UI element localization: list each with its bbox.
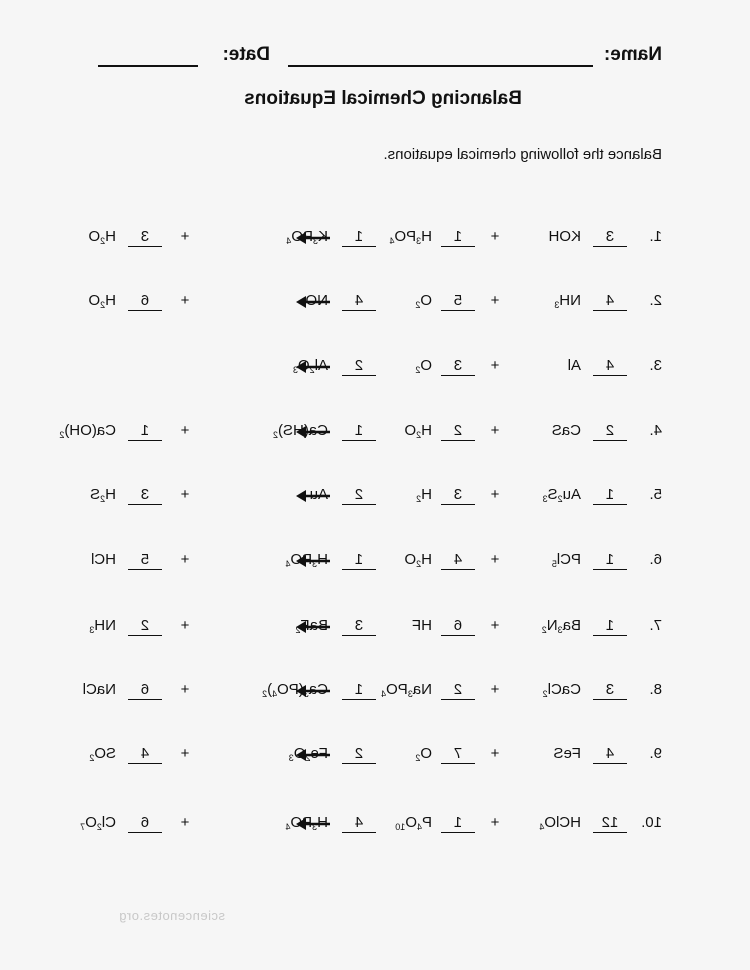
plus-sign: + [490, 422, 500, 439]
plus-sign: + [490, 617, 500, 634]
date-label: Date: [222, 44, 270, 65]
header-row [0, 44, 750, 74]
equation-row [0, 814, 750, 844]
reactant-formula: $O_2$ [415, 745, 432, 763]
reactant-formula: $P_4O_{10}$ [395, 814, 432, 832]
coefficient-blank[interactable]: 1 [441, 814, 475, 833]
equation-row [0, 228, 750, 258]
product-formula: $Ca_3(PO_4)_2$ [262, 681, 328, 699]
plus-sign: + [180, 745, 190, 762]
equation-number: 4. [649, 422, 662, 439]
coefficient-blank[interactable]: 4 [342, 814, 376, 833]
coefficient-blank[interactable]: 4 [593, 357, 627, 376]
date-field[interactable] [98, 65, 198, 67]
product-formula: $Al_2O_3$ [292, 357, 328, 375]
equation-number: 2. [649, 292, 662, 309]
reactant-formula: FeS [553, 745, 581, 762]
equation-row [0, 681, 750, 711]
coefficient-blank[interactable]: 2 [441, 422, 475, 441]
equation-row [0, 292, 750, 322]
plus-sign: + [180, 486, 190, 503]
equation-number: 5. [649, 486, 662, 503]
product-formula: $H_3PO_4$ [285, 814, 328, 832]
coefficient-blank[interactable]: 12 [593, 814, 627, 833]
coefficient-blank[interactable]: 6 [128, 681, 162, 700]
plus-sign: + [490, 814, 500, 831]
product-formula: HCl [91, 551, 116, 568]
equation-number: 6. [649, 551, 662, 568]
coefficient-blank[interactable]: 7 [441, 745, 475, 764]
product-formula: $Cl_2O_7$ [80, 814, 116, 832]
equation-row [0, 745, 750, 775]
reactant-formula: $H_2O$ [404, 551, 432, 569]
coefficient-blank[interactable]: 1 [593, 486, 627, 505]
coefficient-blank[interactable]: 6 [441, 617, 475, 636]
equation-number: 7. [649, 617, 662, 634]
coefficient-blank[interactable]: 4 [441, 551, 475, 570]
coefficient-blank[interactable]: 5 [441, 292, 475, 311]
coefficient-blank[interactable]: 1 [342, 681, 376, 700]
coefficient-blank[interactable]: 4 [593, 292, 627, 311]
reactant-formula: $H_2O$ [404, 422, 432, 440]
plus-sign: + [180, 228, 190, 245]
coefficient-blank[interactable]: 2 [441, 681, 475, 700]
product-formula: $SO_2$ [89, 745, 116, 763]
coefficient-blank[interactable]: 4 [342, 292, 376, 311]
coefficient-blank[interactable]: 1 [441, 228, 475, 247]
plus-sign: + [490, 357, 500, 374]
reactant-formula: KOH [548, 228, 581, 245]
plus-sign: + [180, 551, 190, 568]
product-formula: $H_2S$ [90, 486, 116, 504]
coefficient-blank[interactable]: 3 [128, 486, 162, 505]
product-formula: NaCl [82, 681, 116, 698]
product-formula: $H_3PO_4$ [285, 551, 328, 569]
plus-sign: + [490, 551, 500, 568]
coefficient-blank[interactable]: 2 [593, 422, 627, 441]
equation-row [0, 422, 750, 452]
equation-number: 10. [641, 814, 662, 831]
coefficient-blank[interactable]: 2 [342, 486, 376, 505]
reactant-formula: $Ba_3N_2$ [541, 617, 581, 635]
coefficient-blank[interactable]: 1 [128, 422, 162, 441]
product-formula: NO [305, 292, 328, 309]
coefficient-blank[interactable]: 6 [128, 814, 162, 833]
plus-sign: + [180, 617, 190, 634]
plus-sign: + [490, 745, 500, 762]
product-formula: $NH_3$ [89, 617, 116, 635]
name-label: Name: [603, 44, 662, 65]
equation-row [0, 617, 750, 647]
reactant-formula: Al [567, 357, 581, 374]
coefficient-blank[interactable]: 3 [441, 486, 475, 505]
reactant-formula: CaCl$_2$ [542, 681, 581, 699]
reactant-formula: HClO$_4$ [539, 814, 581, 832]
product-formula: $H_2O$ [88, 292, 116, 310]
equation-row [0, 357, 750, 387]
plus-sign: + [180, 814, 190, 831]
coefficient-blank[interactable]: 2 [342, 745, 376, 764]
name-field[interactable] [288, 65, 593, 67]
reactant-formula: $O_2$ [415, 292, 432, 310]
coefficient-blank[interactable]: 3 [441, 357, 475, 376]
plus-sign: + [180, 681, 190, 698]
coefficient-blank[interactable]: 3 [593, 228, 627, 247]
equation-number: 3. [649, 357, 662, 374]
product-formula: $Fe_2O_3$ [288, 745, 328, 763]
product-formula: BaF$_2$ [295, 617, 328, 635]
coefficient-blank[interactable]: 4 [593, 745, 627, 764]
equation-number: 9. [649, 745, 662, 762]
coefficient-blank[interactable]: 1 [593, 551, 627, 570]
equation-row [0, 486, 750, 516]
plus-sign: + [490, 486, 500, 503]
instructions-text: Balance the following chemical equations. [383, 146, 662, 163]
coefficient-blank[interactable]: 1 [342, 551, 376, 570]
equation-number: 8. [649, 681, 662, 698]
plus-sign: + [180, 422, 190, 439]
equation-row [0, 551, 750, 581]
coefficient-blank[interactable]: 2 [342, 357, 376, 376]
reactant-formula: CaS [551, 422, 581, 439]
coefficient-blank[interactable]: 4 [128, 745, 162, 764]
coefficient-blank[interactable]: 5 [128, 551, 162, 570]
coefficient-blank[interactable]: 3 [128, 228, 162, 247]
reactant-formula: $O_2$ [415, 357, 432, 375]
product-formula: $Ca(OH)_2$ [59, 422, 116, 440]
reactant-formula: HF [412, 617, 432, 634]
reactant-formula: $NH_3$ [554, 292, 581, 310]
coefficient-blank[interactable]: 6 [128, 292, 162, 311]
product-formula: $Ca(HS)_2$ [272, 422, 328, 440]
equation-number: 1. [649, 228, 662, 245]
product-formula: $K_3PO_4$ [286, 228, 328, 246]
reactant-formula: $Na_3PO_4$ [381, 681, 432, 699]
reactant-formula: $H_2$ [416, 486, 432, 504]
reactant-formula: $H_3PO_4$ [389, 228, 432, 246]
coefficient-blank[interactable]: 3 [342, 617, 376, 636]
plus-sign: + [490, 292, 500, 309]
product-formula: $H_2O$ [88, 228, 116, 246]
reactant-formula: PCl$_5$ [551, 551, 581, 569]
coefficient-blank[interactable]: 1 [342, 422, 376, 441]
watermark-text: sciencenotes.org [118, 908, 225, 923]
coefficient-blank[interactable]: 1 [342, 228, 376, 247]
reactant-formula: $Au_2S_3$ [542, 486, 581, 504]
plus-sign: + [490, 681, 500, 698]
page-title: Balancing Chemical Equations [244, 88, 522, 109]
coefficient-blank[interactable]: 2 [128, 617, 162, 636]
plus-sign: + [180, 292, 190, 309]
product-formula: Au [309, 486, 328, 503]
coefficient-blank[interactable]: 3 [593, 681, 627, 700]
coefficient-blank[interactable]: 1 [593, 617, 627, 636]
plus-sign: + [490, 228, 500, 245]
